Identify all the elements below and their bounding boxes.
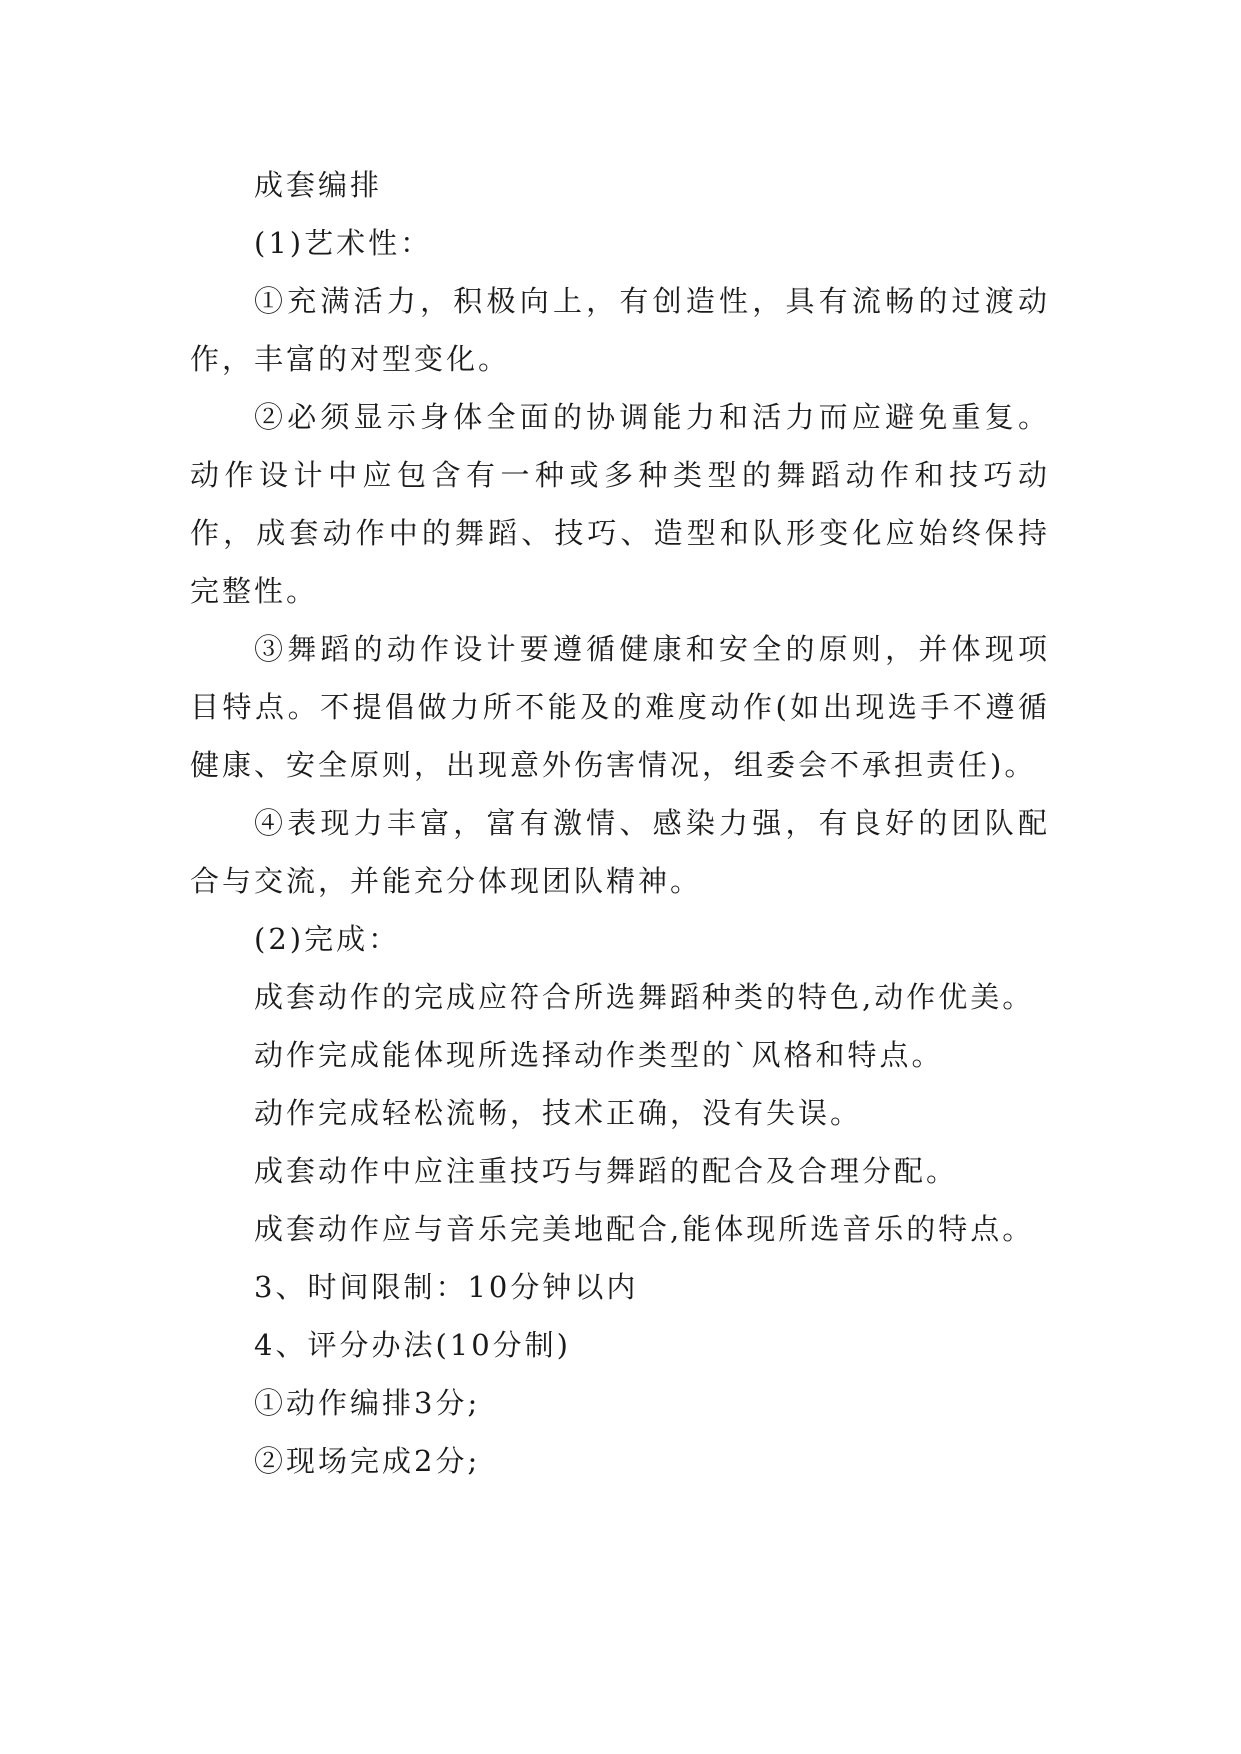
list-item: 3、时间限制：10分钟以内 — [254, 1270, 639, 1304]
list-item: 4、评分办法(10分制) — [254, 1328, 571, 1362]
document-body — [190, 156, 1050, 1490]
paragraph: 动作完成能体现所选择动作类型的`风格和特点。 — [254, 1038, 944, 1072]
paragraph: ④表现力丰富，富有激情、感染力强，有良好的团队配合与交流，并能充分体现团队精神。 — [190, 806, 1050, 898]
paragraph: 成套动作中应注重技巧与舞蹈的配合及合理分配。 — [254, 1154, 959, 1188]
paragraph: ①充满活力，积极向上，有创造性，具有流畅的过渡动作，丰富的对型变化。 — [190, 284, 1050, 376]
paragraph: 成套动作应与音乐完美地配合,能体现所选音乐的特点。 — [254, 1212, 1035, 1246]
subsection-heading: (1)艺术性： — [254, 226, 433, 260]
subsection-heading: (2)完成： — [254, 922, 401, 956]
list-item: ②现场完成2分; — [254, 1444, 481, 1478]
list-item: ①动作编排3分; — [254, 1386, 481, 1420]
paragraph: ③舞蹈的动作设计要遵循健康和安全的原则，并体现项目特点。不提倡做力所不能及的难度动作(如出现选手不遵循健康、安全原则，出现意外伤害情况，组委会不承担责任)。 — [190, 632, 1050, 782]
paragraph: ②必须显示身体全面的协调能力和活力而应避免重复。动作设计中应包含有一种或多种类型的舞蹈动作和技巧动作，成套动作中的舞蹈、技巧、造型和队形变化应始终保持完整性。 — [190, 400, 1050, 608]
section-heading: 成套编排 — [254, 168, 383, 202]
paragraph: 成套动作的完成应符合所选舞蹈种类的特色,动作优美。 — [254, 980, 1035, 1014]
paragraph: 动作完成轻松流畅，技术正确，没有失误。 — [254, 1096, 863, 1130]
